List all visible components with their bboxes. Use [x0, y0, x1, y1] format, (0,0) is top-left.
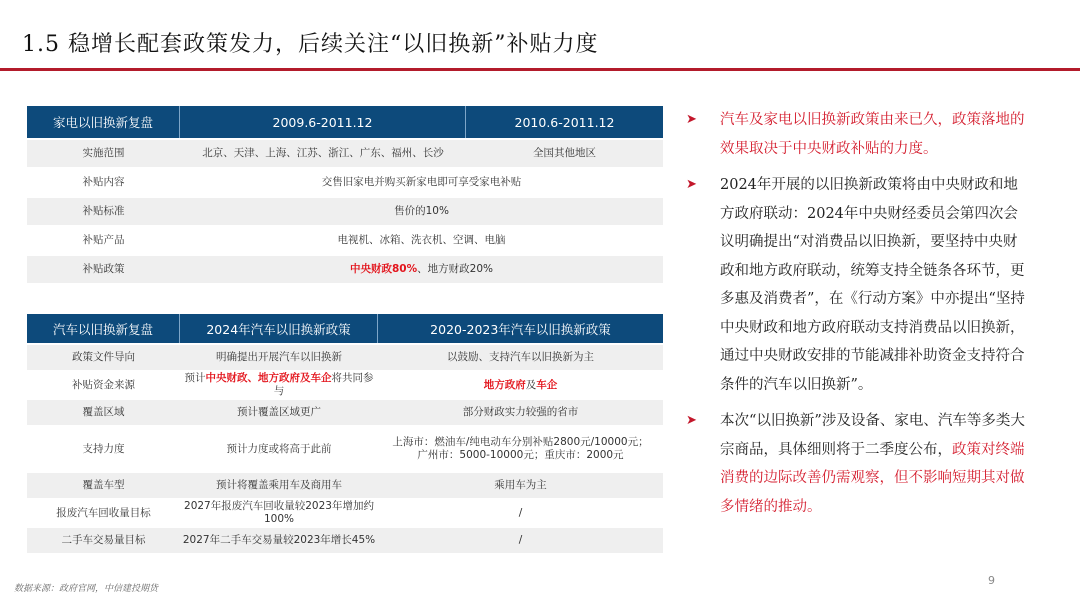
row-label: 补贴内容 [27, 169, 180, 196]
table-cell [180, 372, 378, 398]
table-cell: 2027年报废汽车回收量较2023年增加约100% [180, 500, 378, 526]
row-label: 政策文件导向 [27, 345, 180, 370]
row-label: 支持力度 [27, 427, 180, 471]
commentary-bullets [686, 106, 1031, 529]
arrow-bullet-icon: ➤ [686, 413, 697, 428]
cell-text: 上海市：燃油车/纯电动车分别补贴2800元/10000元； [392, 436, 649, 448]
table-row [27, 500, 663, 526]
table-header-cell: 汽车以旧换新复盘 [27, 314, 180, 343]
row-label: 补贴标准 [27, 198, 180, 225]
cell-text: 及 [525, 378, 537, 391]
table-row [27, 345, 663, 370]
highlight-text: 中央财政、地方政府及车企 [205, 372, 332, 384]
highlight-text: 车企 [536, 378, 558, 391]
arrow-bullet-icon: ➤ [686, 177, 697, 192]
table-cell [180, 256, 663, 283]
bullet-text: 2024年开展的以旧换新政策将由中央财政和地方政府联动：2024年中央财经委员会第四次会议明确提出“对消费品以旧换新，要坚持中央财政和地方政府联动，统筹支持全链条各环节，更多惠及消费者”，在《行动方案》中亦提出“坚持中央财政和地方政府联动支持消费品以旧换新，通过中央财政安排的节能减排补助资金支持符合条件的汽车以旧换新”。 [720, 177, 1025, 393]
bullet-item [686, 171, 1031, 399]
bullet-highlight-text: 汽车及家电以旧换新政策由来已久，政策落地的效果取决于中央财政补贴的力度。 [720, 112, 1025, 157]
row-label: 实施范围 [27, 140, 180, 167]
table-row [27, 372, 663, 398]
table-cell: 北京、天津、上海、江苏、浙江、广东、福州、长沙 [180, 140, 466, 167]
table-cell: 全国其他地区 [466, 140, 663, 167]
table-row [27, 400, 663, 425]
table-cell: 交售旧家电并购买新家电即可享受家电补贴 [180, 169, 663, 196]
bullet-text: 本次“以旧换新”涉及设备、家电、汽车等多类大宗商品，具体细则将于二季度公布， [720, 413, 1025, 458]
cell-text: 、地方财政20% [417, 263, 493, 275]
table-cell: 部分财政实力较强的省市 [378, 400, 663, 425]
highlight-text: 地方政府 [483, 378, 526, 391]
table-cell: 预计将覆盖乘用车及商用车 [180, 473, 378, 498]
table-row [27, 427, 663, 471]
highlight-text: 中央财政80% [350, 263, 418, 275]
bullet-item [686, 106, 1031, 163]
table-header-row [27, 314, 663, 343]
table-header-cell: 2010.6-2011.12 [466, 106, 663, 138]
row-label: 补贴政策 [27, 256, 180, 283]
cell-text: 将共同参与 [273, 372, 374, 397]
table-cell: 电视机、冰箱、洗衣机、空调、电脑 [180, 227, 663, 254]
table-cell: 明确提出开展汽车以旧换新 [180, 345, 378, 370]
arrow-bullet-icon: ➤ [686, 112, 697, 127]
auto-tradein-table [27, 312, 663, 555]
table-header-cell: 2009.6-2011.12 [180, 106, 466, 138]
table-row [27, 256, 663, 283]
row-label: 补贴产品 [27, 227, 180, 254]
title-divider [0, 68, 1080, 71]
table-cell: 预计力度或将高于此前 [180, 427, 378, 471]
row-label: 补贴资金来源 [27, 372, 180, 398]
table-header-row [27, 106, 663, 138]
table-cell: / [378, 528, 663, 553]
table-cell: 以鼓励、支持汽车以旧换新为主 [378, 345, 663, 370]
row-label: 覆盖车型 [27, 473, 180, 498]
table-row [27, 169, 663, 196]
table-header-cell: 家电以旧换新复盘 [27, 106, 180, 138]
table-cell [378, 427, 663, 471]
cell-text: 预计 [184, 372, 206, 384]
row-label: 报废汽车回收量目标 [27, 500, 180, 526]
table-cell: 预计覆盖区域更广 [180, 400, 378, 425]
table-cell [378, 372, 663, 398]
row-label: 覆盖区域 [27, 400, 180, 425]
row-label: 二手车交易量目标 [27, 528, 180, 553]
table-cell: 乘用车为主 [378, 473, 663, 498]
page-number: 9 [988, 574, 995, 587]
table-row [27, 198, 663, 225]
data-source-note: 数据来源：政府官网，中信建投期货 [14, 584, 159, 594]
table-header-cell: 2024年汽车以旧换新政策 [180, 314, 378, 343]
table-row [27, 528, 663, 553]
appliance-tradein-table [27, 104, 663, 285]
table-row [27, 473, 663, 498]
table-cell: / [378, 500, 663, 526]
cell-text: 广州市：5000-10000元；重庆市：2000元 [417, 449, 624, 461]
bullet-highlight-text: 政策对终端消费的边际改善仍需观察，但不影响短期其对做多情绪的推动。 [720, 441, 1025, 515]
table-header-cell: 2020-2023年汽车以旧换新政策 [378, 314, 663, 343]
table-cell: 售价的10% [180, 198, 663, 225]
table-row [27, 227, 663, 254]
table-cell: 2027年二手车交易量较2023年增长45% [180, 528, 378, 553]
slide-title: 1.5 稳增长配套政策发力，后续关注“以旧换新”补贴力度 [22, 32, 599, 57]
bullet-item [686, 407, 1031, 521]
table-row [27, 140, 663, 167]
